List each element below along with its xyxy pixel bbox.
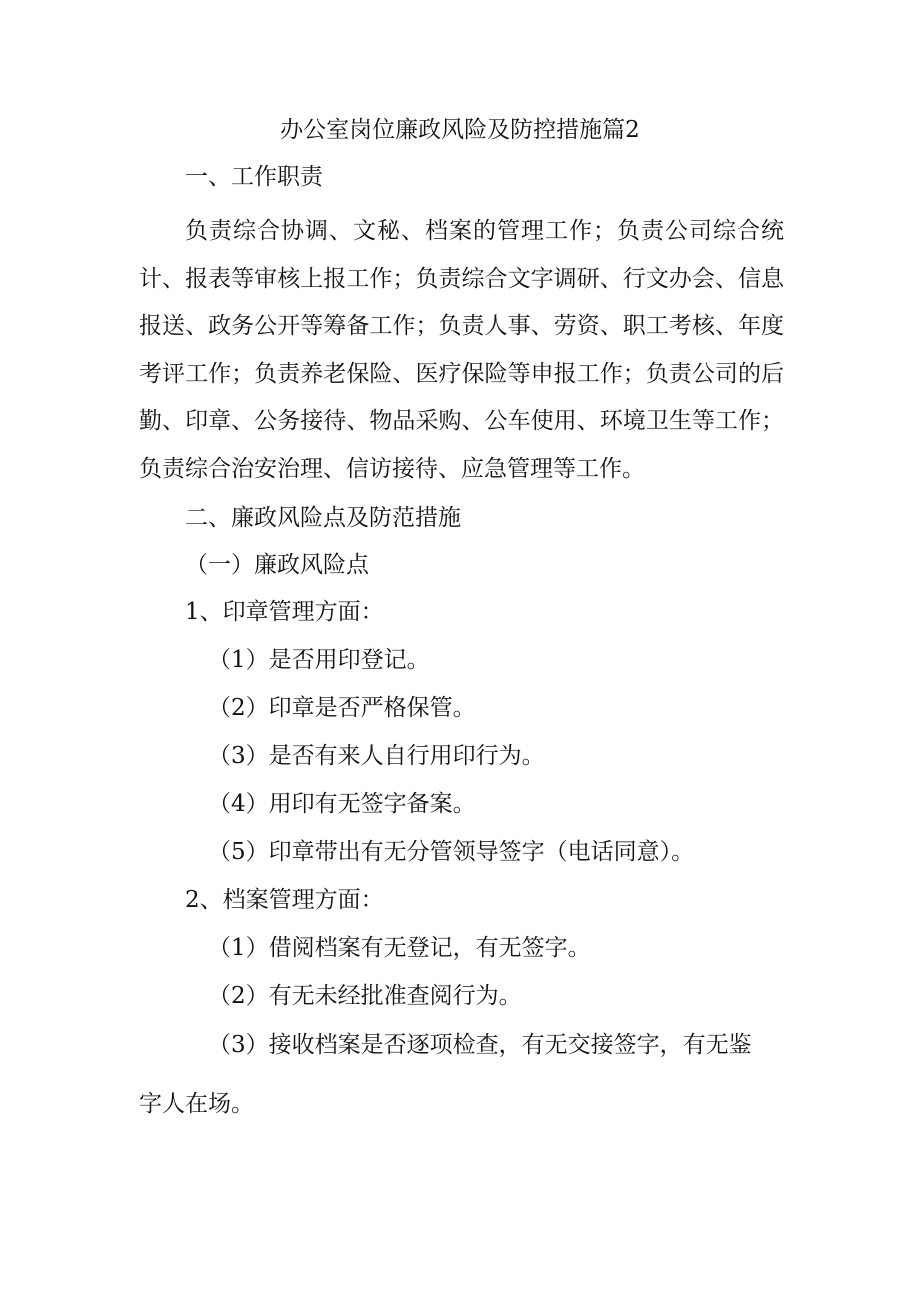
- item-heading-seal-management: 1、印章管理方面：: [185, 599, 384, 625]
- document-title: 办公室岗位廉政风险及防控措施篇2: [280, 117, 640, 143]
- list-item: （4）用印有无签字备案。: [208, 791, 476, 817]
- list-item: （5）印章带出有无分管领导签字（电话同意）。: [208, 839, 695, 865]
- list-item: （2）有无未经批准查阅行为。: [208, 983, 522, 1009]
- list-item: （1）是否用印登记。: [208, 647, 430, 673]
- list-item-continuation: 字人在场。: [139, 1091, 254, 1117]
- section-heading-risks: 二、廉政风险点及防范措施: [185, 505, 461, 531]
- list-item: （3）接收档案是否逐项检查，有无交接签字，有无鉴: [208, 1032, 752, 1058]
- list-item: （2）印章是否严格保管。: [208, 695, 476, 721]
- subsection-heading-risk-points: （一）廉政风险点: [185, 552, 369, 578]
- item-heading-archive-management: 2、档案管理方面：: [185, 887, 384, 913]
- section-heading-duties: 一、工作职责: [185, 164, 323, 190]
- list-item: （1）借阅档案有无登记，有无签字。: [208, 935, 591, 961]
- list-item: （3）是否有来人自行用印行为。: [208, 743, 545, 769]
- duties-paragraph: 负责综合协调、文秘、档案的管理工作；负责公司综合统计、报表等审核上报工作；负责综合文字调研、行文办会、信息报送、政务公开等筹备工作；负责人事、劳资、职工考核、年度考评工作；负责养老保险、医疗保险等申报工作；负责公司的后勤、印章、公务接待、物品采购、公车使用、环境卫生等工作；负责综合治安治理、信访接待、应急管理等工作。: [139, 218, 784, 482]
